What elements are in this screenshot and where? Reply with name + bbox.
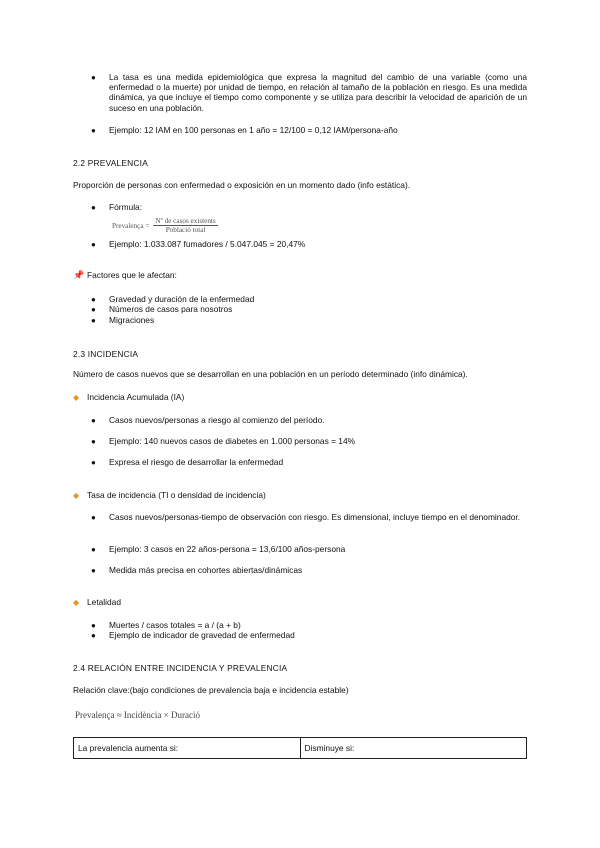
incidencia-definition: Número de casos nuevos que se desarrollan en una población en un período determinado (info dinámica). xyxy=(73,369,468,379)
bullet-dot: ● xyxy=(91,545,96,554)
bullet-dot: ● xyxy=(91,305,96,314)
prevalencia-example: Ejemplo: 1.033.087 fumadores / 5.047.045 = 20,47% xyxy=(109,239,306,249)
section-heading-incidencia: 2.3 INCIDENCIA xyxy=(73,349,139,359)
bullet-dot: ● xyxy=(91,73,96,82)
factor-item: Migraciones xyxy=(109,315,155,325)
letalidad-item: Muertes / casos totales = a / (a + b) xyxy=(109,620,241,630)
table-cell-aumenta: La prevalencia aumenta si: xyxy=(74,738,301,759)
factor-item: Gravedad y duración de la enfermedad xyxy=(109,294,255,304)
bullet-dot: ● xyxy=(91,316,96,325)
tasa-definition: La tasa es una medida epidemiológica que expresa la magnitud del cambio de una variable (como una enfermedad o la muerte) por unidad de tiempo, en relación al tamaño de la población en riesgo. Es una medida dinámica, ya que incluye el tiempo como componente y se utiliza para describir la velocidad de aparición de un suceso en una población. xyxy=(109,72,527,113)
letalidad-item: Ejemplo de indicador de gravedad de enfermedad xyxy=(109,630,295,640)
factor-item: Números de casos para nosotros xyxy=(109,304,233,314)
section-heading-relacion: 2.4 RELACIÓN ENTRE INCIDENCIA Y PREVALENCIA xyxy=(73,663,288,673)
ia-item: Ejemplo: 140 nuevos casos de diabetes en 1.000 personas = 14% xyxy=(109,436,356,446)
pushpin-icon: 📌 xyxy=(73,270,85,280)
prevalence-change-table xyxy=(73,737,527,759)
prevalencia-definition: Proporción de personas con enfermedad o exposición en un momento dado (info estática). xyxy=(73,180,411,190)
bullet-dot: ● xyxy=(91,458,96,467)
diamond-bullet-icon: ◆ xyxy=(73,491,80,500)
bullet-dot: ● xyxy=(91,240,96,249)
ti-item: Medida más precisa en cohortes abiertas/dinámicas xyxy=(109,565,303,575)
bullet-dot: ● xyxy=(91,566,96,575)
bullet-dot: ● xyxy=(91,631,96,640)
relacion-clave: Relación clave:(bajo condiciones de prevalencia baja e incidencia estable) xyxy=(73,685,349,695)
bullet-dot: ● xyxy=(91,513,96,522)
ti-item: Casos nuevos/personas-tiempo de observación con riesgo. Es dimensional, incluye tiempo en el denominador. xyxy=(109,512,521,522)
table-cell-disminuye: Disminuye si: xyxy=(300,738,527,759)
factors-title: Factores que le afectan: xyxy=(87,270,177,280)
bullet-dot: ● xyxy=(91,437,96,446)
letalidad-title: Letalidad xyxy=(87,597,121,607)
ti-item: Ejemplo: 3 casos en 22 años-persona = 13,6/100 años-persona xyxy=(109,544,346,554)
ia-item: Expresa el riesgo de desarrollar la enfermedad xyxy=(109,457,284,467)
bullet-dot: ● xyxy=(91,203,96,212)
formula-label: Fórmula: xyxy=(109,202,143,212)
formula-denominator: Població total xyxy=(165,226,206,234)
ia-title: Incidencia Acumulada (IA) xyxy=(87,392,185,402)
bullet-dot: ● xyxy=(91,621,96,630)
formula-numerator: Nº de casos existents xyxy=(155,217,216,225)
section-heading-prevalencia: 2.2 PREVALENCIA xyxy=(73,158,148,168)
ti-title: Tasa de incidencia (TI o densidad de incidencia) xyxy=(87,490,266,500)
bullet-dot: ● xyxy=(91,295,96,304)
relation-formula: Prevalença ≈ Incidència × Duració xyxy=(75,710,200,720)
diamond-bullet-icon: ◆ xyxy=(73,393,80,402)
bullet-dot: ● xyxy=(91,126,96,135)
tasa-example: Ejemplo: 12 IAM en 100 personas en 1 año = 12/100 = 0,12 IAM/persona-año xyxy=(109,125,398,135)
diamond-bullet-icon: ◆ xyxy=(73,598,80,607)
ia-item: Casos nuevos/personas a riesgo al comienzo del período. xyxy=(109,415,325,425)
bullet-dot: ● xyxy=(91,416,96,425)
prevalence-formula xyxy=(112,217,218,234)
formula-lhs: Prevalença = xyxy=(112,221,150,230)
